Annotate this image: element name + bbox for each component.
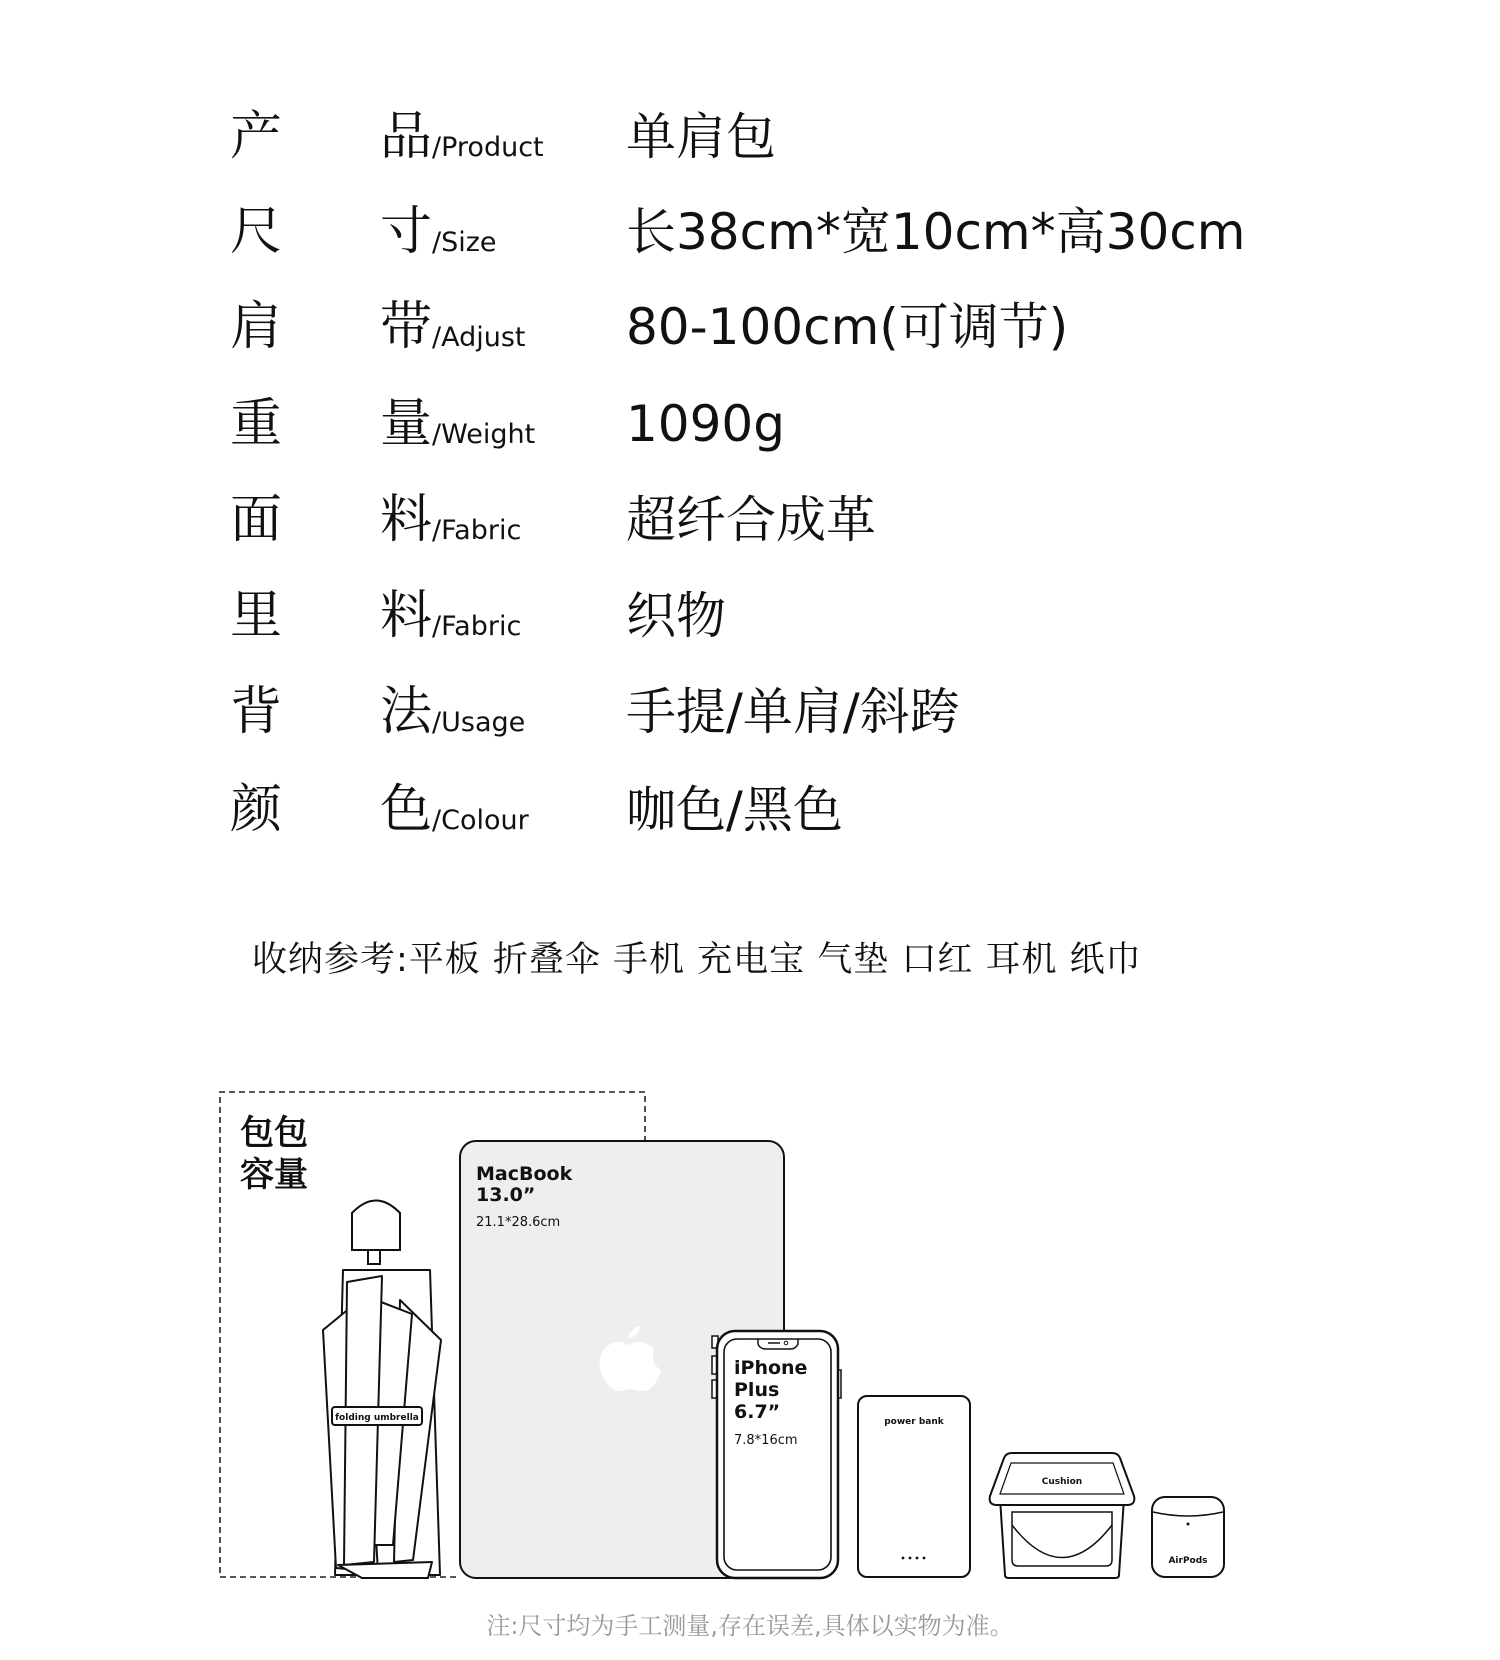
spec-key-char1: 面 xyxy=(230,490,283,550)
power-bank-label: power bank xyxy=(884,1417,944,1427)
iphone-model: Plus xyxy=(734,1379,780,1401)
spec-value: 手提/单肩/斜跨 xyxy=(626,683,960,741)
spec-key-char1: 里 xyxy=(230,586,283,646)
spec-key-char2 xyxy=(380,287,526,378)
airpods-label: AirPods xyxy=(1168,1556,1208,1566)
spec-key-char2 xyxy=(380,192,497,283)
spec-row-size xyxy=(0,192,1500,272)
capacity-label-line1: 包包 xyxy=(240,1113,308,1153)
capacity-illustration xyxy=(0,1080,1500,1600)
storage-reference: 收纳参考:平板 折叠伞 手机 充电宝 气垫 口红 耳机 纸巾 xyxy=(252,940,1142,980)
spec-key-char2-text: 量 xyxy=(380,394,433,454)
spec-key-char1: 尺 xyxy=(230,202,283,262)
spec-key-char2-text: 品 xyxy=(380,107,433,167)
spec-key-english: /Adjust xyxy=(432,322,526,353)
spec-key-char2 xyxy=(380,480,521,571)
spec-key-char2 xyxy=(380,384,535,475)
iphone-size: 6.7” xyxy=(734,1401,781,1423)
capacity-label-line2: 容量 xyxy=(240,1155,308,1195)
spec-key-english: /Weight xyxy=(432,419,536,450)
measurement-note: 注:尺寸均为手工测量,存在误差,具体以实物为准。 xyxy=(486,1612,1014,1640)
spec-key-char2 xyxy=(380,672,525,763)
spec-value: 单肩包 xyxy=(626,108,776,166)
spec-row-fabric-lining xyxy=(0,576,1500,656)
airpods-led-icon xyxy=(1187,1523,1190,1526)
macbook-dims: 21.1*28.6cm xyxy=(476,1215,561,1230)
spec-key-char2-text: 料 xyxy=(380,490,433,550)
spec-row-colour xyxy=(0,770,1500,850)
spec-value: 织物 xyxy=(626,587,726,645)
spec-row-weight xyxy=(0,384,1500,464)
macbook-title: MacBook xyxy=(476,1163,573,1185)
spec-value: 80-100cm(可调节) xyxy=(626,298,1069,356)
spec-key-char1: 重 xyxy=(230,394,283,454)
macbook-size: 13.0” xyxy=(476,1184,536,1206)
spec-key-char2 xyxy=(380,97,544,188)
umbrella-illustration xyxy=(323,1201,441,1579)
spec-value: 超纤合成革 xyxy=(626,491,876,549)
iphone-title: iPhone xyxy=(734,1357,808,1379)
iphone-dims: 7.8*16cm xyxy=(734,1433,798,1448)
spec-row-adjust xyxy=(0,287,1500,367)
airpods-illustration xyxy=(1152,1497,1224,1577)
umbrella-shaft xyxy=(368,1250,380,1264)
spec-key-english: /Colour xyxy=(432,805,529,836)
spec-key-english: /Product xyxy=(432,132,544,163)
cushion-label: Cushion xyxy=(1041,1477,1083,1487)
power-bank-illustration xyxy=(858,1396,970,1577)
spec-row-fabric-outer xyxy=(0,480,1500,560)
spec-value: 1090g xyxy=(626,395,785,453)
spec-key-char2-text: 色 xyxy=(380,780,433,840)
spec-row-product xyxy=(0,97,1500,177)
spec-value: 咖色/黑色 xyxy=(626,781,843,839)
spec-key-char1: 颜 xyxy=(230,780,283,840)
spec-key-char2 xyxy=(380,576,521,667)
spec-value: 长38cm*宽10cm*高30cm xyxy=(626,203,1246,261)
spec-key-char2-text: 料 xyxy=(380,586,433,646)
spec-key-char2 xyxy=(380,770,529,861)
cushion-illustration xyxy=(990,1453,1135,1578)
umbrella-label: folding umbrella xyxy=(335,1413,419,1423)
spec-row-usage xyxy=(0,672,1500,752)
spec-key-english: /Fabric xyxy=(432,611,522,642)
iphone-illustration xyxy=(712,1331,841,1578)
spec-key-english: /Size xyxy=(432,227,497,258)
spec-key-english: /Usage xyxy=(432,707,526,738)
spec-key-char2-text: 法 xyxy=(380,682,433,742)
spec-key-char1: 产 xyxy=(230,107,283,167)
umbrella-handle xyxy=(352,1201,400,1251)
spec-key-char2-text: 带 xyxy=(380,297,433,357)
spec-key-english: /Fabric xyxy=(432,515,522,546)
spec-key-char1: 背 xyxy=(230,682,283,742)
spec-key-char1: 肩 xyxy=(230,297,283,357)
spec-key-char2-text: 寸 xyxy=(380,202,433,262)
